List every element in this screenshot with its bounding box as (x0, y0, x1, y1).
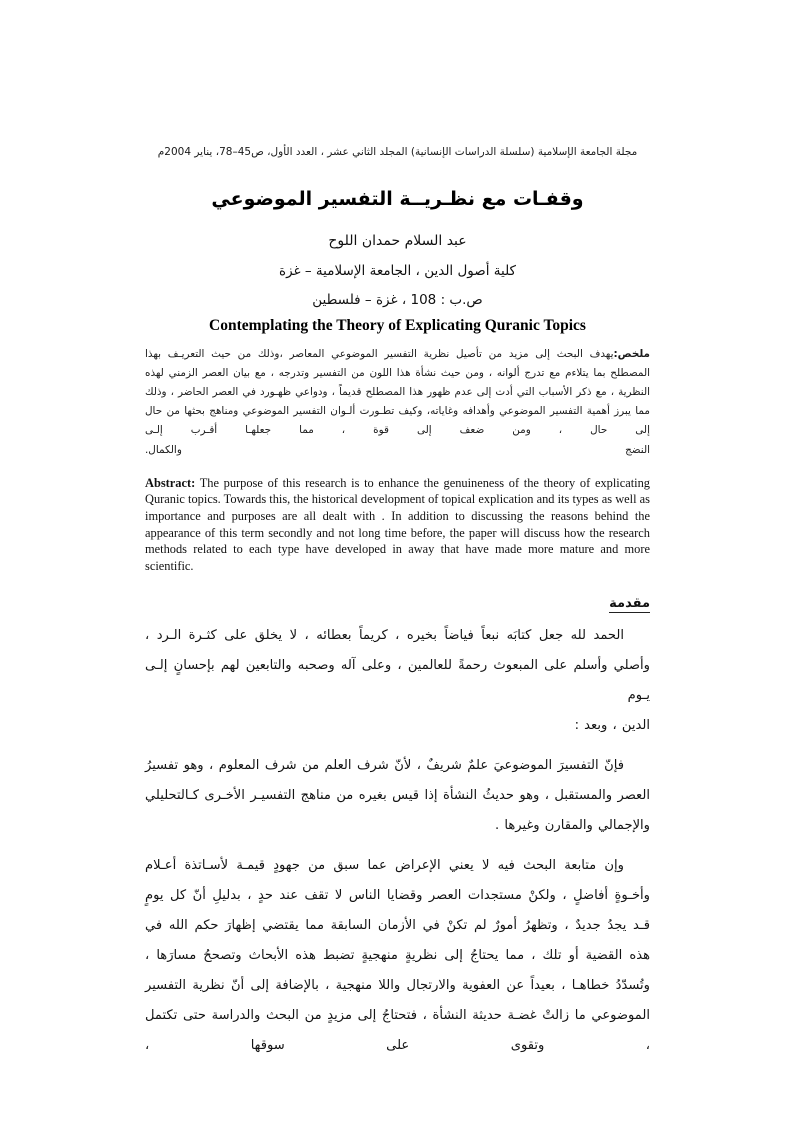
body-paragraph: وإن متابعة البحث فيه لا يعني الإعراض عما سبق من جهودٍ قيمـة لأسـاتذة أعـلام وأخـوةٍ أفاضلٍ ، ولكنْ مستجدات العصر وقضايا الناس لا تقف عند حدٍ ، بدليلِ أنّ كل يومٍ قـد يجدُ جديدٌ ، وتظهرُ أمورٌ لم تكنْ في الأزمان السابقة مما يقتضي إظهارَ حكم الله في هذه القضية أو تلك ، مما يحتاجُ إلى نظريةٍ منهجيةٍ تضبط هذه الأبحاث وتصححُ مسارَها ، وتُسدّدُ خطاهـا ، بعيداً عن العفوية والارتجال واللا منهجية ، بالإضافة إلى أنّ نظرية التفسير الموضوعي ما زالتْ غضـة حديثة النشأة ، فتحتاجُ إلى مزيدٍ من البحث والدراسة حتى تكتمل ، وتقوى على سوقها ، (145, 858, 650, 1054)
body-paragraph: الحمد لله جعل كتابَه نبعاً فياضاً بخيره ، كريماً بعطائه ، لا يخلق على كثـرة الـرد ، وأصلي وأسلم على المبعوث رحمةً للعالمين ، وعلى آله وصحبه والتابعين لهم بإحسانٍ إلـى يـوم (145, 628, 650, 704)
abstract-arabic-text: يهدف البحث إلى مزيد من تأصيل نظرية التفسير الموضوعي المعاصر ،وذلك من حيث التعريـف بهذا المصطلح بما يتلاءم مع تدرج ألوانه ، ومن حيث نشأة هذا اللون من التفسير وتدرجه ، مع بيان العصر الزمني لهذه النظرية ، مع ذكر الأسباب التي أدت إلى عدم ظهور هذا المصطلح قديماً ، ودواعي ظهـورد في العصر الحاضر ، وذلك مما يبرز أهمية التفسير الموضوعي وأهدافه وغاياته، وكيف تطـورت ألـوان التفسير الموضوعي ومناهج بحثها من حال إلى حال ، ومن ضعف إلى قوة ، مما جعلهـا أقـرب إلـى (145, 347, 650, 437)
abstract-english-text: The purpose of this research is to enhance the genuineness of the theory of explicating Quranic topics. Towards this, the historical development of topical explication and its types as well as importance and purposes are all dealt with . In addition to discussing the reasons behind the appearance of this term secondly and not long time before, the paper will discuss how the research methods related to each type have developed in away that have made more mature and more scientific. (145, 475, 650, 573)
abstract-english (145, 475, 650, 575)
body-paragraph-tail: والإجمالي والمقارن وغيرها . (495, 818, 650, 834)
abstract-english-label: Abstract: (145, 475, 196, 490)
section-heading-label: مقدمة (609, 596, 650, 612)
author-address: ص.ب : 108 ، غزة – فلسطين (312, 291, 483, 308)
body-paragraph-tail: الدين ، وبعد : (574, 718, 650, 734)
page-content-column (145, 0, 650, 1061)
author-name: عبد السلام حمدان اللوح (328, 232, 467, 249)
page-title-arabic: وقفـات مع نظـريــة التفسير الموضوعي (211, 187, 584, 210)
journal-running-head: مجلة الجامعة الإسلامية (سلسلة الدراسات الإنسانية) المجلد الثاني عشر ، العدد الأول، ص45–78، يناير 2004م (157, 146, 638, 158)
abstract-arabic-last-line: النضج والكمال. (145, 443, 650, 456)
abstract-arabic-label: ملخص: (613, 347, 650, 360)
body-paragraph: فإنّ التفسيرَ الموضوعيَ علمٌ شريفٌ ، لأنّ شرف العلم من شرف المعلوم ، وهو تفسيرُ العصر والمستقبل ، وهو حديثُ النشأة إذا قيس بغيره من مناهج التفسيـر الأخـرى كـالتحليلي (145, 758, 650, 804)
page-title-english: Contemplating the Theory of Explicating Quranic Topics (209, 316, 586, 334)
section-heading-introduction (145, 596, 650, 611)
author-affiliation: كلية أصول الدين ، الجامعة الإسلامية – غزة (279, 262, 516, 279)
abstract-arabic (145, 345, 650, 441)
